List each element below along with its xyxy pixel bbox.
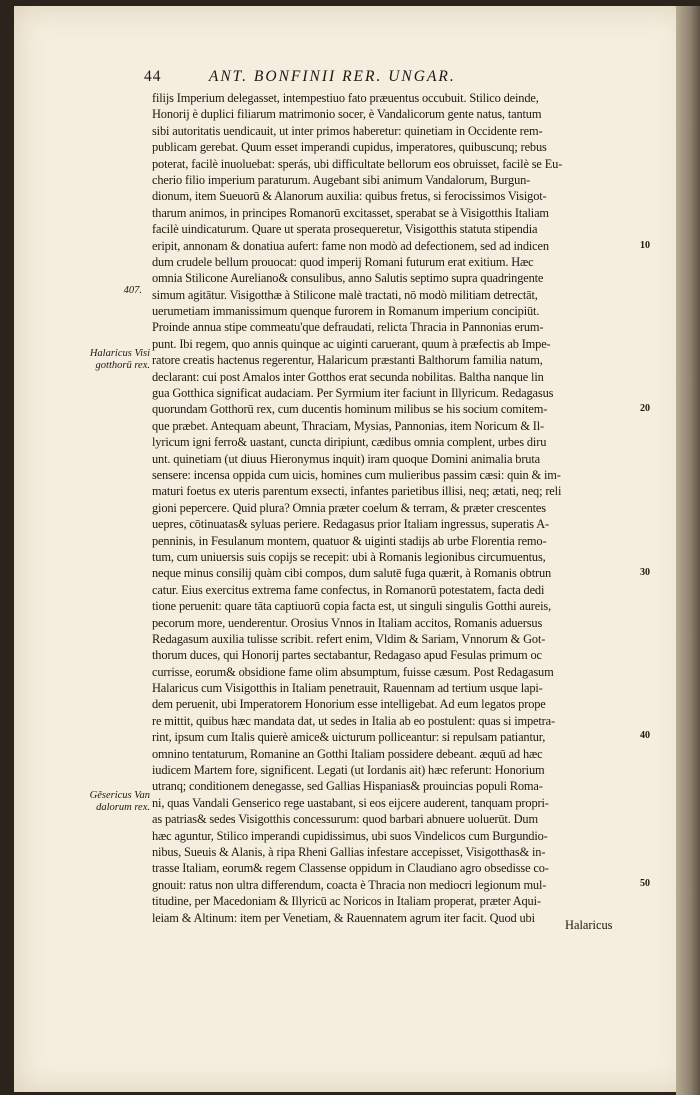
page-gutter — [676, 6, 700, 1095]
text-line: dionum, item Sueuorū & Alanorum auxilia: quibus fretus, si ferocissimos Visigot- — [152, 189, 547, 204]
text-line: Redagasum auxilia tulisse scribit. refert enim, Vldim & Sariam, Vnnorum & Got- — [152, 631, 546, 646]
text-line: tione peruenit: quare tāta captiuorū copia facta est, ut singuli singulis Gotthi aureis, — [152, 599, 552, 614]
text-line: quorundam Gotthorū rex, cum ducentis hominum milibus se his socium comitem- — [152, 402, 548, 417]
text-line: poterat, facilè inuoluebat: sperás, ubi difficultate bellorum eos obruisset, facilè se Eu- — [152, 156, 563, 171]
text-line: trasse Italiam, eorum& regem Classense oppidum in Claudiano agro obsedisse co- — [152, 861, 549, 876]
text-line: dem peruenit, ubi Imperatorem Honorium esse intelligebat. Ad eum legatos prope — [152, 697, 546, 712]
text-line: nibus, Sueuis & Alanis, à ripa Rheni Gallias infestare accepisset, Visigotthas& in- — [152, 844, 546, 859]
text-line: as patrias& sedes Visigotthis concessurum: quod barbari abnuere uoluerūt. Dum — [152, 812, 538, 827]
margin-note-halaricus: Halaricus Visi gotthorū rex. — [89, 348, 150, 371]
text-line: gnouit: ratus non ultra differendum, coacta è Thracia non mediocri legionum mul- — [152, 877, 547, 892]
text-line: pecorum more, uenderentur. Orosius Vnnos in Italiam accitos, Romanis aduersus — [152, 615, 543, 630]
text-line: Halaricus cum Visigotthis in Italiam penetrauit, Rauennam ad tertium usque lapi- — [152, 681, 543, 696]
page-number: 44 — [144, 68, 162, 85]
text-line: titudine, per Macedoniam & Illyricū ac Noricos in Italiam properat, præter Aqui- — [152, 894, 541, 909]
text-line: maturi foetus ex uteris parentum exsecti, infantes parietibus illisi, neq; ætati, neq; reli — [152, 484, 562, 499]
text-line: Proinde annua stipe commeatu'que defraudati, relicta Thracia in Pannonias erum- — [152, 320, 544, 335]
text-line: omnia Stilicone Aureliano& consulibus, anno Salutis septimo supra quadringente — [152, 271, 544, 286]
line-number-40: 40 — [640, 730, 650, 741]
text-line: gua Gotthica significat audaciam. Per Syrmium iter faciunt in Illyricum. Redagasus — [152, 386, 554, 401]
text-line: unt. quinetiam (ut diuus Hieronymus inquit) iram quoque Domini animalia bruta — [152, 451, 540, 466]
text-line: eripit, annonam & donatiua aufert: fame non modò ad defectionem, sed ad indicen — [152, 238, 549, 253]
text-line: re mittit, quibus hæc mandata dat, ut sedes in Italia ab eo postulent: quas si impetra- — [152, 713, 555, 728]
text-line: dum crudele bellum prouocat: quod imperij Romani futurum erat exitium. Hæc — [152, 254, 534, 269]
body-text — [152, 90, 634, 926]
text-line: neque minus consilij quàm cibi compos, dum salutē fuga quærit, à Romanis obtrun — [152, 566, 552, 581]
text-line: utranq; conditionem denegasse, sed Gallias Hispanias& prouincias populi Roma- — [152, 779, 543, 794]
text-line: punt. Ibi regem, quo annis quinque ac uiginti caruerant, quum à præfectis ab Impe- — [152, 336, 551, 351]
text-line: que præbet. Antequam abeunt, Thraciam, Mysias, Pannonias, item Noricum & Il- — [152, 418, 545, 433]
text-line: lyricum igni ferro& uastant, cuncta diripiunt, cædibus omnia complent, urbes diru — [152, 435, 547, 450]
text-line: facilè uindicaturum. Quare ut sperata prosequeretur, Visigotthis statuta stipendia — [152, 222, 538, 237]
text-line: rint, ipsum cum Italis quierè amice& uicturum polliceantur: si repulsam patiantur, — [152, 730, 546, 745]
text-line: currisse, eorum& obsidione fame olim absumptum, fuisse cæsum. Post Redagasum — [152, 664, 554, 679]
text-line: leiam & Altinum: item per Venetiam, & Rauennatem agrum iter facit. Quod ubi — [152, 910, 535, 925]
text-line: ni, quas Vandali Genserico rege uastabant, si eos eijcere auderent, tanquam propri- — [152, 795, 549, 810]
line-number-10: 10 — [640, 240, 650, 251]
catchword: Halaricus — [565, 918, 613, 932]
running-header — [144, 68, 614, 90]
text-line: ratore creatis hactenus regerentur, Halaricum præstanti Balthorum familia natum, — [152, 353, 543, 368]
text-line: cherio filio imperium paraturum. Augebant sibi animum Vandalorum, Burgun- — [152, 172, 531, 187]
text-line: iudicem Martem fore, significent. Legati (ut Iordanis ait) hæc referunt: Honorium — [152, 763, 545, 778]
text-line: penninis, in Fesulanum montem, quatuor & uiginti stadijs ab urbe Florentia remo- — [152, 533, 547, 548]
margin-note-gensericus: Gēsericus Van dalorum rex. — [89, 790, 150, 813]
line-number-20: 20 — [640, 403, 650, 414]
text-line: uerumetiam immanissimum quenque furorem in Romanum imperium concipiūt. — [152, 304, 540, 319]
text-line: gioni pepercere. Quid plura? Omnia præter coelum & terram, & præter crescentes — [152, 500, 546, 515]
text-line: sibi autoritatis uendicauit, ut inter primos haberetur: quinetiam in Occidente rem- — [152, 123, 543, 138]
line-number-30: 30 — [640, 567, 650, 578]
text-line: thorum duces, qui Honorij partes sectabantur, Redagaso apud Fesulas primum oc — [152, 648, 542, 663]
text-line: declarant: cui post Amalos inter Gotthos erat secunda nobilitas. Baltha nanque lin — [152, 369, 544, 384]
margin-year: 407. — [123, 285, 142, 296]
text-line: publicam gerebat. Quum esset imperandi cupidus, imperatores, quibuscunq; rebus — [152, 140, 547, 155]
text-line: hæc aguntur, Stilico imperandi cupidissimus, ubi suos Vindelicos cum Burgundio- — [152, 828, 548, 843]
text-line: catur. Eius exercitus extrema fame confectus, in Romanorū potestatem, facta dedi — [152, 582, 545, 597]
text-line: filijs Imperium delegasset, intempestiuo fato præuentus occubuit. Stilico deinde, — [152, 91, 539, 105]
line-number-50: 50 — [640, 878, 650, 889]
text-line: Honorij è duplici filiarum matrimonio socer, è Vandalicorum gente natus, tantum — [152, 107, 542, 122]
text-line: omnino tentaturum, Romanine an Gotthi Italiam possidere debeant. æquū ad hæc — [152, 746, 543, 761]
text-line: tum, cum uniuersis suis copijs se recepit: ubi à Romanis legionibus circumuentus, — [152, 549, 546, 564]
running-title: ANT. BONFINII RER. UNGAR. — [208, 68, 456, 85]
text-line: simum agitātur. Visigotthæ à Stilicone malè tractati, nō modò militiam detrectāt, — [152, 287, 538, 302]
text-line: sensere: incensa oppida cum uicis, homines cum mulieribus passim cæsi: quin & im- — [152, 467, 561, 482]
text-line: uepres, cōtinuatas& syluas periere. Redagasus prior Italiam ingressus, superatis A- — [152, 517, 550, 532]
text-line: tharum animos, in principes Romanorū excitasset, sperabat se à Visigotthis Italiam — [152, 205, 549, 220]
